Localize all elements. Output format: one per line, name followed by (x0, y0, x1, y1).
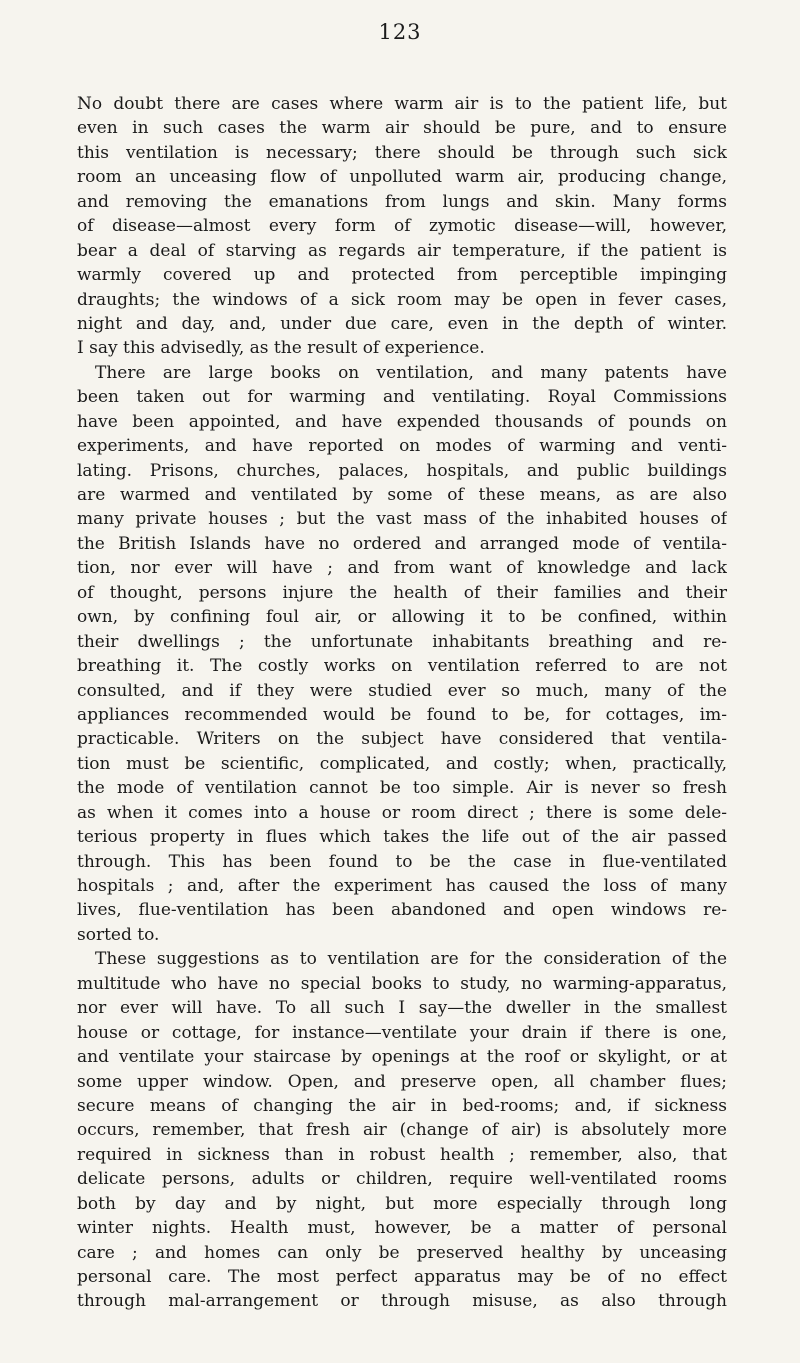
text-line: lating. Prisons, churches, palaces, hospitals, and public buildings (77, 460, 727, 481)
text-line: and ventilate your staircase by openings at the roof or skylight, or at (77, 1047, 727, 1068)
text-line: warmly covered up and protected from perceptible impinging (77, 265, 727, 286)
text-line: draughts; the windows of a sick room may be open in fever cases, (77, 289, 727, 310)
text-line: experiments, and have reported on modes of warming and venti- (77, 436, 727, 457)
text-line: this ventilation is necessary; there should be through such sick (77, 142, 727, 163)
text-line: the British Islands have no ordered and arranged mode of ventila- (77, 533, 727, 554)
text-line: many private houses ; but the vast mass of the inhabited houses of (77, 509, 727, 530)
page-number: 123 (378, 20, 422, 44)
text-line: room an unceasing flow of unpolluted warm air, producing change, (77, 167, 727, 188)
text-line: terious property in flues which takes the life out of the air passed (77, 827, 727, 848)
text-line: some upper window. Open, and preserve open, all chamber flues; (77, 1071, 727, 1092)
text-line: multitude who have no special books to study, no warming-apparatus, (77, 973, 727, 994)
text-line: winter nights. Health must, however, be a matter of personal (77, 1218, 727, 1239)
text-line: secure means of changing the air in bed-rooms; and, if sickness (77, 1095, 727, 1116)
text-line: are warmed and ventilated by some of these means, as are also (77, 485, 727, 505)
text-line: own, by confining foul air, or allowing it to be confined, within (77, 607, 727, 628)
text-line: tion must be scientific, complicated, and costly; when, practically, (77, 753, 727, 774)
text-line: the mode of ventilation cannot be too simple. Air is never so fresh (77, 778, 727, 799)
text-line: through. This has been found to be the case in flue-ventilated (77, 851, 727, 872)
text-line: even in such cases the warm air should be pure, and to ensure (77, 118, 727, 139)
text-line: house or cottage, for instance—ventilate your drain if there is one, (77, 1022, 727, 1043)
text-line: lives, flue-ventilation has been abandoned and open windows re- (77, 900, 727, 921)
text-line: sorted to. (77, 924, 160, 945)
text-line: breathing it. The costly works on ventilation referred to are not (77, 656, 727, 677)
text-line: appliances recommended would be found to be, for cottages, im- (77, 704, 727, 725)
text-line: of thought, persons injure the health of their families and their (77, 582, 727, 603)
text-line: of disease—almost every form of zymotic disease—will, however, (77, 216, 727, 237)
text-line: occurs, remember, that fresh air (change of air) is absolutely more (77, 1120, 727, 1141)
text-line: care ; and homes can only be preserved healthy by unceasing (77, 1242, 727, 1263)
text-line: consulted, and if they were studied ever so much, many of the (77, 680, 727, 701)
text-line: night and day, and, under due care, even in the depth of winter. (77, 313, 727, 334)
text-line: and removing the emanations from lungs and skin. Many forms (77, 191, 727, 212)
text-line: their dwellings ; the unfortunate inhabitants breathing and re- (77, 631, 727, 652)
text-line: There are large books on ventilation, and many patents have (95, 362, 727, 383)
text-line: bear a deal of starving as regards air temperature, if the patient is (77, 240, 727, 261)
text-line: required in sickness than in robust health ; remember, also, that (77, 1144, 727, 1165)
text-line: hospitals ; and, after the experiment has caused the loss of many (77, 876, 727, 896)
text-line: tion, nor ever will have ; and from want of knowledge and lack (77, 558, 727, 579)
text-line: delicate persons, adults or children, require well-ventilated rooms (77, 1169, 727, 1190)
text-line: practicable. Writers on the subject have considered that ventila- (77, 729, 727, 750)
text-line: I say this advisedly, as the result of experience. (77, 338, 485, 359)
text-line: both by day and by night, but more especially through long (77, 1193, 727, 1214)
text-line: No doubt there are cases where warm air is to the patient life, but (77, 94, 727, 114)
text-line: been taken out for warming and ventilating. Royal Commissions (77, 387, 727, 408)
body-text (77, 92, 727, 1314)
text-line: nor ever will have. To all such I say—the dweller in the smallest (77, 998, 727, 1019)
text-line: personal care. The most perfect apparatus may be of no effect (77, 1267, 727, 1287)
text-line: as when it comes into a house or room direct ; there is some dele- (77, 802, 727, 823)
text-line: through mal-arrangement or through misuse, as also through (77, 1291, 727, 1312)
text-line: have been appointed, and have expended thousands of pounds on (77, 411, 727, 432)
text-line: These suggestions as to ventilation are for the consideration of the (95, 949, 727, 970)
